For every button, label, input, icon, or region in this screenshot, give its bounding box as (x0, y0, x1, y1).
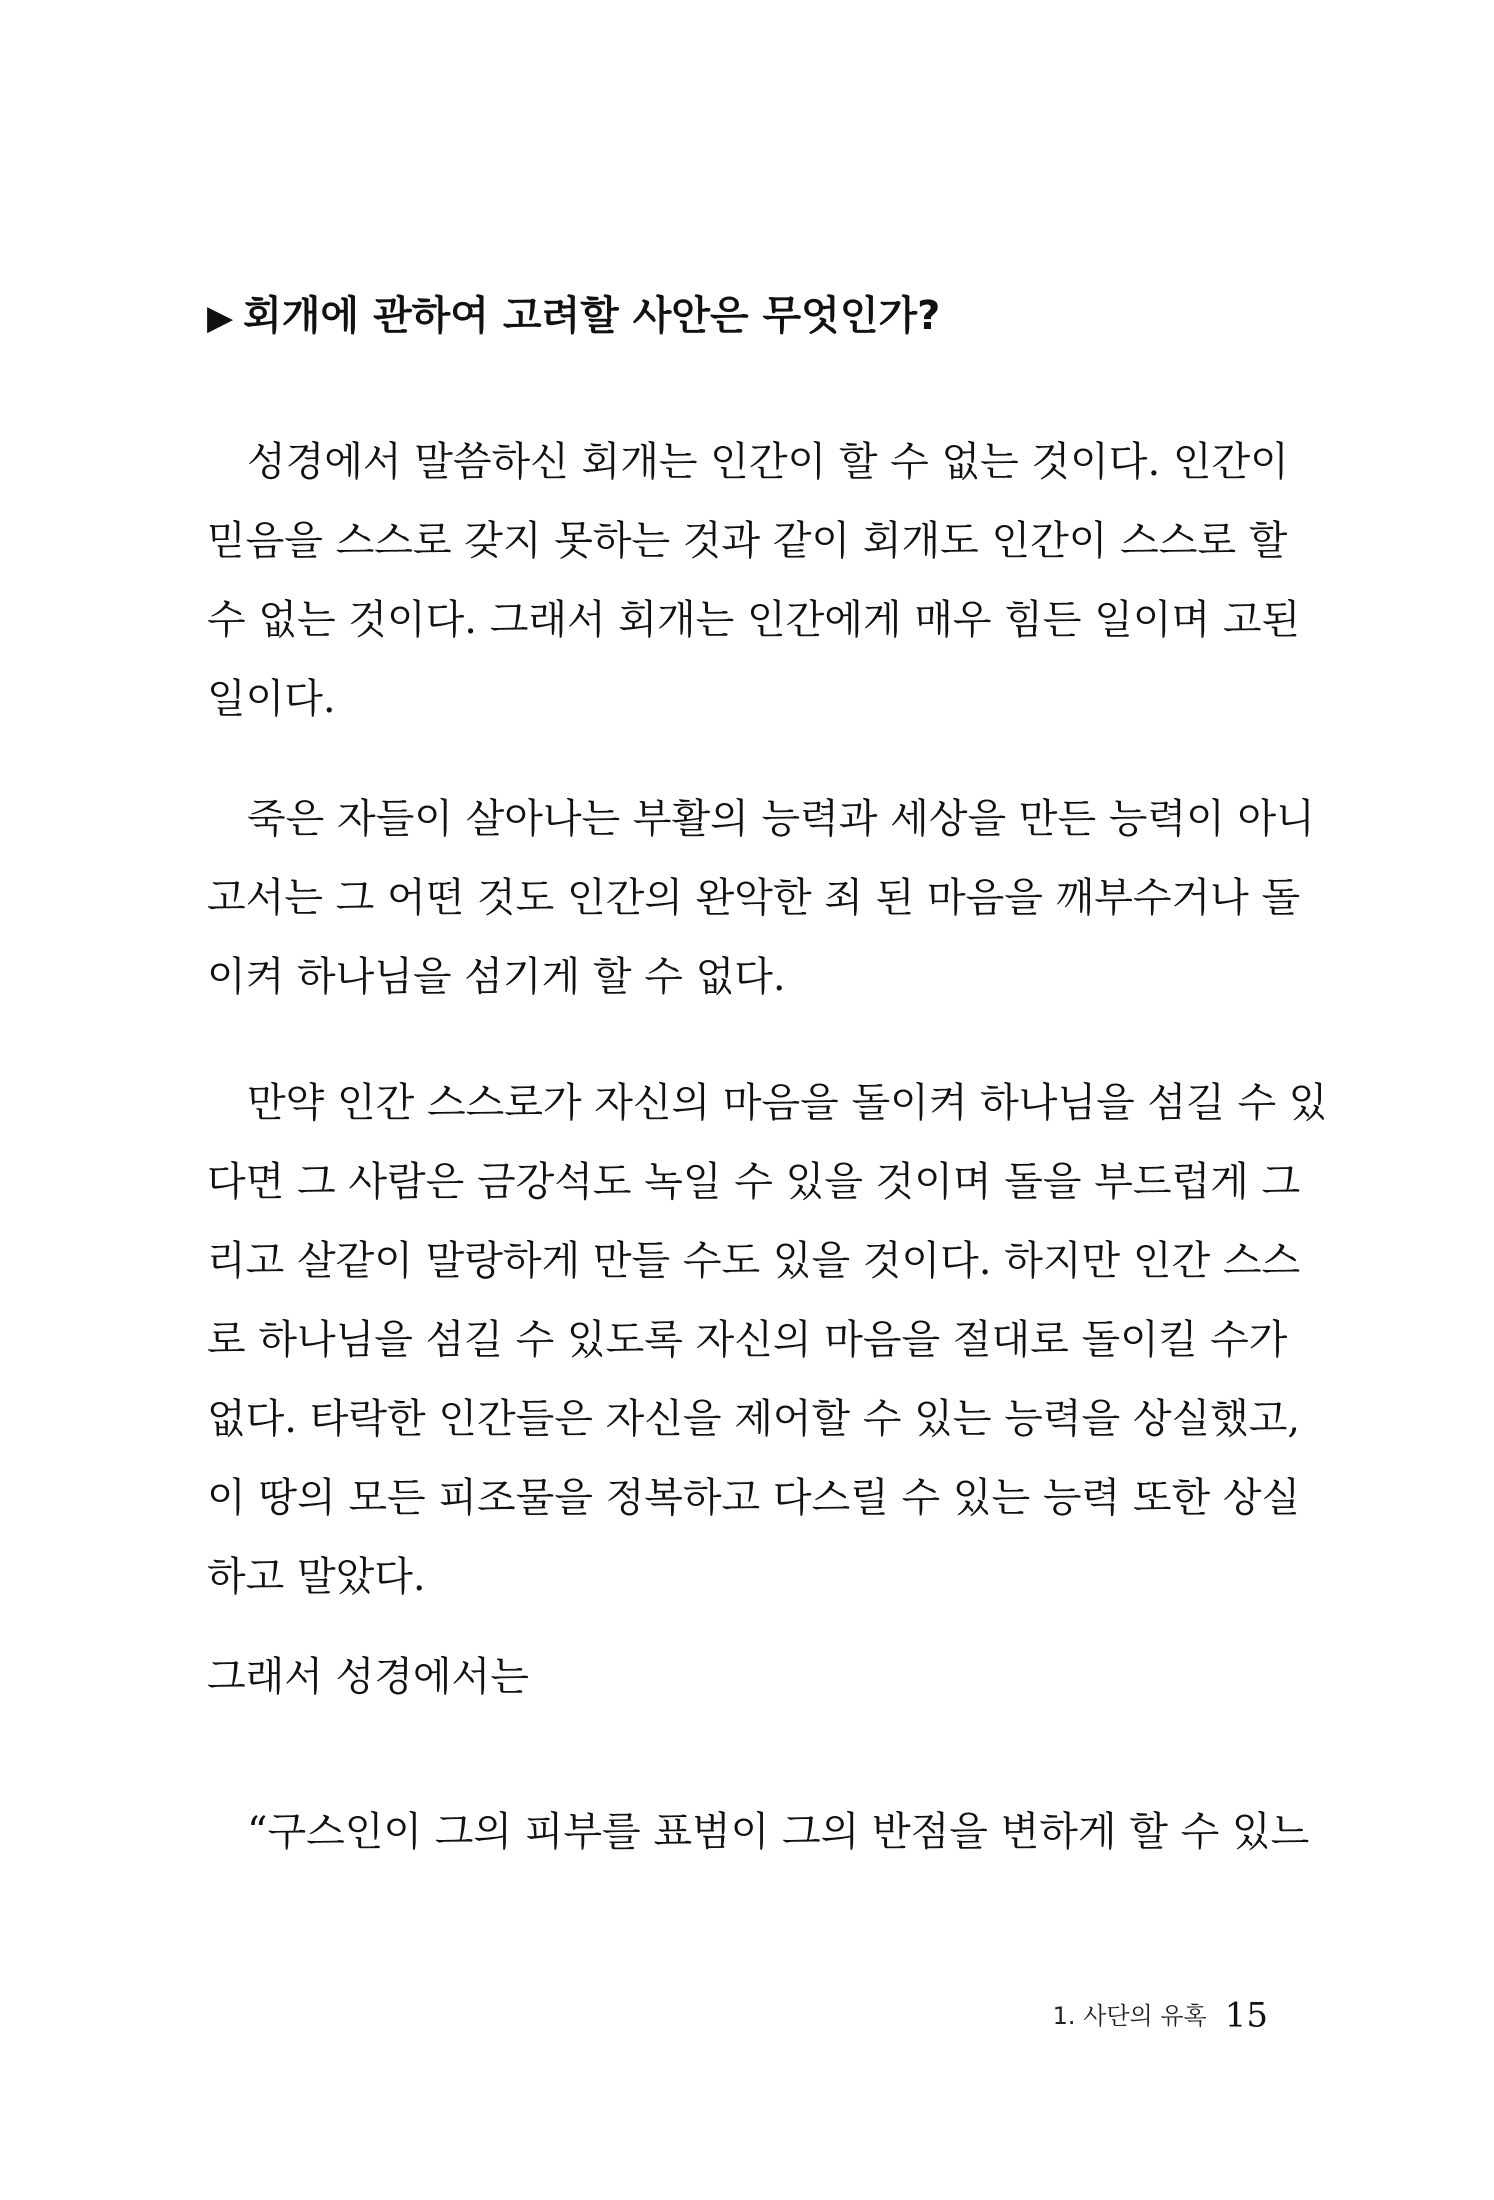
paragraph-line: 수 없는 것이다. 그래서 회개는 인간에게 매우 힘든 일이며 고된 (207, 597, 1301, 643)
running-section-title: 1. 사단의 유혹 (1052, 2001, 1207, 2030)
paragraph-line: “구스인이 그의 피부를 표범이 그의 반점을 변하게 할 수 있느 (247, 1809, 1310, 1855)
paragraph-line: 일이다. (207, 676, 336, 722)
paragraph-line: 죽은 자들이 살아나는 부활의 능력과 세상을 만든 능력이 아니 (247, 796, 1315, 842)
page-number: 15 (1224, 1995, 1268, 2036)
paragraph-line: 성경에서 말씀하신 회개는 인간이 할 수 없는 것이다. 인간이 (247, 439, 1289, 485)
paragraph-3 (207, 1064, 1328, 1617)
triangle-bullet-icon: ▶ (207, 298, 234, 338)
paragraph-5-quote (207, 1793, 1310, 1872)
paragraph-line: 그래서 성경에서는 (207, 1654, 529, 1700)
paragraph-4 (207, 1638, 1269, 1717)
section-heading (207, 286, 940, 348)
paragraph-line: 로 하나님을 섬길 수 있도록 자신의 마음을 절대로 돌이킬 수가 (207, 1317, 1288, 1363)
paragraph-line: 다면 그 사람은 금강석도 녹일 수 있을 것이며 돌을 부드럽게 그 (207, 1159, 1301, 1205)
heading-text: 회개에 관하여 고려할 사안은 무엇인가? (243, 293, 941, 339)
paragraph-line: 고서는 그 어떤 것도 인간의 완악한 죄 된 마음을 깨부수거나 돌 (207, 875, 1301, 921)
paragraph-line: 만약 인간 스스로가 자신의 마음을 돌이켜 하나님을 섬길 수 있 (247, 1080, 1328, 1126)
paragraph-2 (207, 780, 1315, 1017)
paragraph-line: 하고 말았다. (207, 1554, 426, 1600)
paragraph-line: 리고 살같이 말랑하게 만들 수도 있을 것이다. 하지만 인간 스스 (207, 1238, 1301, 1284)
paragraph-line: 믿음을 스스로 갖지 못하는 것과 같이 회개도 인간이 스스로 할 (207, 518, 1288, 564)
paragraph-1 (207, 423, 1301, 739)
paragraph-line: 이 땅의 모든 피조물을 정복하고 다스릴 수 있는 능력 또한 상실 (207, 1475, 1301, 1521)
paragraph-line: 없다. 타락한 인간들은 자신을 제어할 수 있는 능력을 상실했고, (207, 1396, 1301, 1442)
paragraph-line: 이켜 하나님을 섬기게 할 수 없다. (207, 954, 786, 1000)
page-footer (1053, 1990, 1268, 2040)
